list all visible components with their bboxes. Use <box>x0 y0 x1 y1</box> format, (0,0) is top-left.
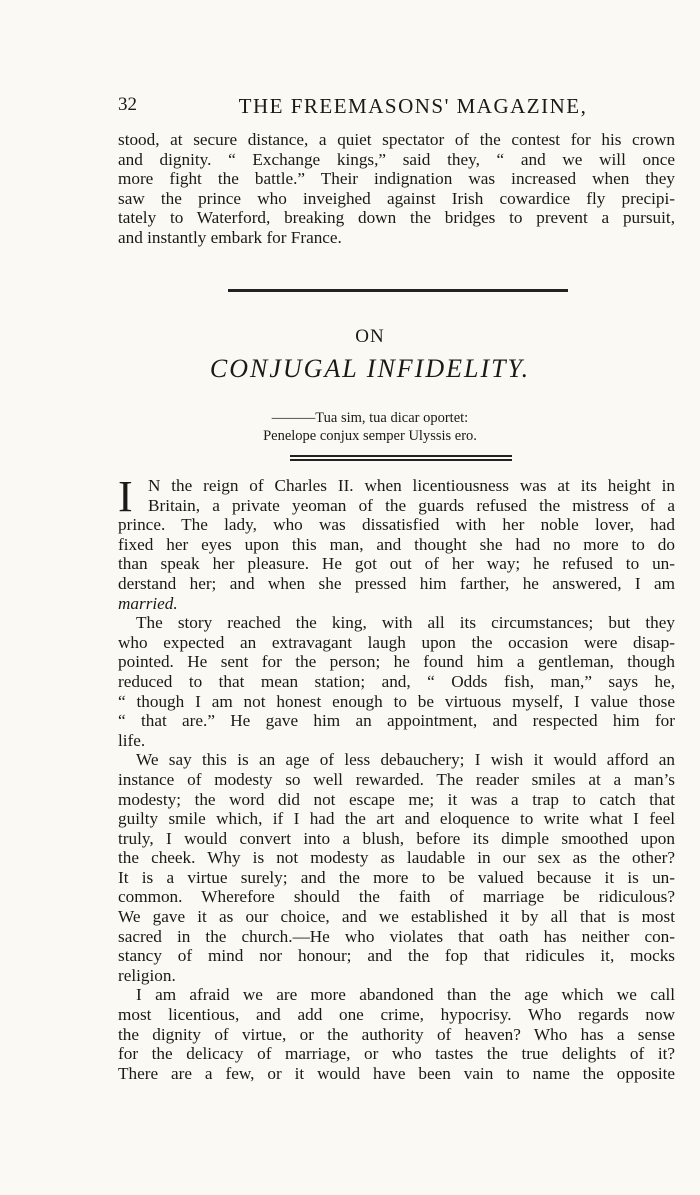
text-line: more fight the battle.” Their indignation was increased when they <box>118 169 675 189</box>
text-line: We gave it as our choice, and we established it by all that is most <box>118 907 675 927</box>
text-line: N the reign of Charles II. when licentiousness was at its height in <box>148 476 675 495</box>
epigraph <box>0 409 700 445</box>
text-line: derstand her; and when she pressed him farther, he answered, I am <box>118 573 675 593</box>
text-line: and instantly embark for France. <box>118 227 342 247</box>
text-line: Britain, a private yeoman of the guards refused the mistress of a <box>148 495 675 515</box>
paragraph-4 <box>118 985 675 1083</box>
text-line: We say this is an age of less debauchery; I wish it would afford an <box>136 750 675 770</box>
text-line: modesty; the word did not escape me; it was a trap to catch that <box>118 789 675 809</box>
text-line: truly, I would convert into a blush, before its dimple smoothed upon <box>118 828 675 848</box>
text-line: tately to Waterford, breaking down the bridges to prevent a pursuit, <box>118 208 675 228</box>
text-line: than speak her pleasure. He got out of her way; he refused to un- <box>118 554 675 574</box>
text-line: for the delicacy of marriage, or who tastes the true delights of it? <box>118 1044 675 1064</box>
epigraph-line: ———Tua sim, tua dicar oportet: <box>271 410 469 426</box>
text-line: most licentious, and add one crime, hypocrisy. Who regards now <box>118 1005 675 1025</box>
paragraph-1 <box>118 472 675 613</box>
text-line: instance of modesty so well rewarded. The reader smiles at a man’s <box>118 769 675 789</box>
text-line: “ that are.” He gave him an appointment, and respected him for <box>118 711 675 731</box>
text-line: the dignity of virtue, or the authority of heaven? Who has a sense <box>118 1024 675 1044</box>
text-line: “ though I am not honest enough to be virtuous myself, I value those <box>118 691 675 711</box>
paragraph-2 <box>118 613 675 750</box>
text-line: It is a virtue surely; and the more to be valued because it is un- <box>118 867 675 887</box>
drop-cap: I <box>118 472 133 521</box>
paragraph-3 <box>118 750 675 985</box>
text-line: stancy of mind nor honour; and the fop that ridicules it, mocks <box>118 946 675 966</box>
text-line: religion. <box>118 965 176 985</box>
running-title: THE FREEMASONS' MAGAZINE, <box>238 94 588 118</box>
text-line: sacred in the church.—He who violates that oath has neither con- <box>118 926 675 946</box>
article-heading-on: ON <box>355 326 385 347</box>
text-line: life. <box>118 730 146 750</box>
epigraph-line: Penelope conjux semper Ulyssis ero. <box>263 428 477 444</box>
text-line: I am afraid we are more abandoned than the age which we call <box>136 985 675 1005</box>
article-body <box>118 472 675 1083</box>
article-title: CONJUGAL INFIDELITY. <box>209 354 531 383</box>
text-line: The story reached the king, with all its circumstances; but they <box>136 613 675 633</box>
page-number: 32 <box>118 94 137 115</box>
text-line: prince. The lady, who was dissatisfied with her noble lover, had <box>118 515 675 535</box>
text-line: common. Wherefore should the faith of marriage be ridiculous? <box>118 887 675 907</box>
previous-article-text <box>118 130 675 248</box>
section-divider <box>228 289 568 292</box>
text-line: fixed her eyes upon this man, and thought she had no more to do <box>118 534 675 554</box>
page-header <box>118 94 678 122</box>
text-line: stood, at secure distance, a quiet spectator of the contest for his crown <box>118 130 675 149</box>
text-line: married. <box>118 593 178 613</box>
text-line: the cheek. Why is not modesty as laudable in our sex as the other? <box>118 848 675 868</box>
epigraph-divider <box>290 455 512 461</box>
text-line: who expected an extravagant laugh upon the occasion were disap- <box>118 632 675 652</box>
text-line: and dignity. “ Exchange kings,” said they, “ and we will once <box>118 149 675 169</box>
text-line: There are a few, or it would have been vain to name the opposite <box>118 1063 675 1083</box>
text-line: pointed. He sent for the person; he found him a gentleman, though <box>118 652 675 672</box>
text-line: guilty smile which, if I had the art and eloquence to write what I feel <box>118 809 675 829</box>
text-line: saw the prince who inveighed against Irish cowardice fly precipi- <box>118 188 675 208</box>
text-line: reduced to that mean station; and, “ Odds fish, man,” says he, <box>118 671 675 691</box>
